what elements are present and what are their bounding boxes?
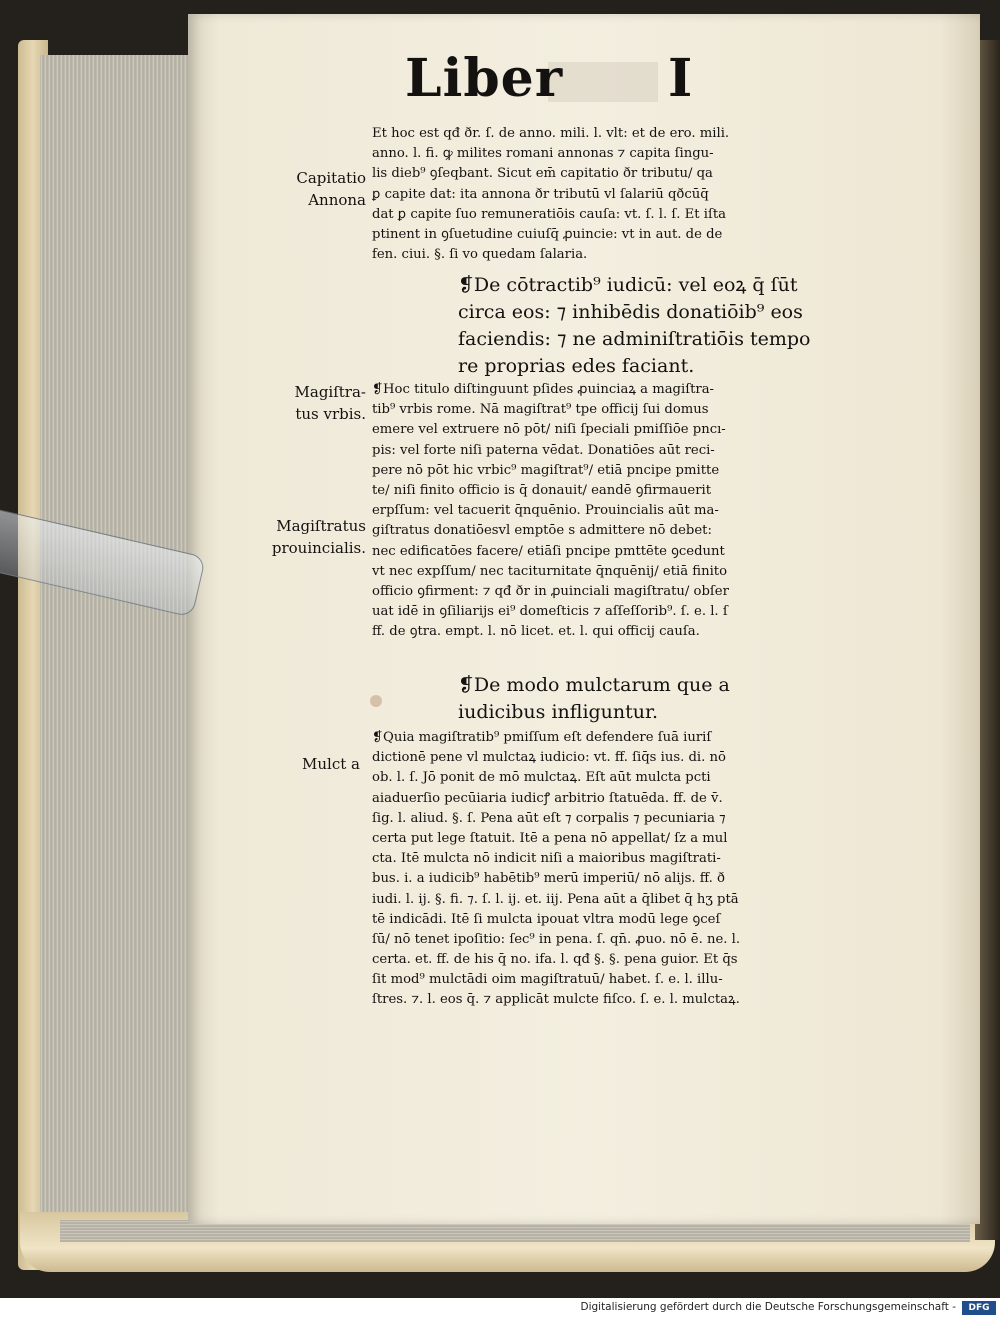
text-line: vt nec expſſum/ nec taciturnitate q̄nquēnij/ etiā finito	[372, 563, 728, 579]
text-line: dictionē pene vl mulctaꝝ iudicio: vt. ff. ſiq̄s ius. di. nō	[372, 750, 726, 766]
text-line: fen. ciui. §. ſi vo quedam ſalaria.	[372, 247, 588, 263]
text-line: certa put lege ſtatuit. Itē a pena nō appellat/ ſz a mul	[372, 830, 728, 846]
text-line: lis dieb⁹ ꝯſeqbant. Sicut em̄ capitatio ðr tributu/ qa	[372, 166, 713, 182]
text-line: uat idē in ꝯſiliarijs ei⁹ domeſticis ⁊ aſſeſſorib⁹. ſ. e. l. ſ	[372, 604, 728, 620]
text-line: iudi. l. ij. §. fi. ⁊. ſ. l. ij. et. iij. Pena aūt a q̄libet q̄ hʒ ptā	[372, 891, 739, 907]
text-line: ❡Quia magiſtratib⁹ pmiſſum eſt defendere ſuā iuriſ	[372, 730, 712, 745]
section-title-1	[458, 272, 883, 380]
dfg-logo[interactable]: DFG	[962, 1301, 996, 1315]
text-line: dat ꝑ capite ſuo remuneratiōis cauſa: vt. ſ. l. ſ. Et iſta	[372, 206, 727, 222]
section-title-2	[458, 672, 883, 726]
margin-note-magistratus-urbis-2: tus vrbis.	[295, 405, 366, 423]
show-through-ghost	[548, 62, 658, 102]
text-block-1	[372, 124, 877, 265]
funding-credit: Digitalisierung gefördert durch die Deutsche Forschungsgemeinschaft -	[580, 1301, 956, 1313]
text-line: te/ niſi finito officio is q̄ donauit/ eandē ꝯfirmauerit	[372, 482, 712, 498]
margin-note-annona: Annona	[308, 191, 366, 209]
margin-note-mulcta: Mulct a	[302, 755, 360, 773]
text-line: pis: vel forte niſi paterna vēdat. Donatiōes aūt reci-	[372, 442, 715, 458]
digitization-footer	[0, 1298, 1000, 1318]
text-line: ſtres. ⁊. l. eos q̄. ⁊ applicāt mulcte fiſco. ſ. e. l. mulctaꝝ.	[372, 992, 740, 1008]
text-line: certa. et. ff. de his q̄ no. ifa. l. qđ §. §. pena guior. Et q̄s	[372, 952, 738, 968]
text-line: ff. de ꝯtra. empt. l. nō licet. et. l. qui officij cauſa.	[372, 624, 700, 640]
text-line: officio ꝯfirment: ⁊ qđ ðr in ꝓuinciali magiſtratu/ obſer	[372, 583, 729, 599]
title-line: iudicibus infliguntur.	[458, 701, 659, 723]
text-line: Et hoc est qđ ðr. ſ. de anno. mili. l. vlt: et de ero. mili.	[372, 126, 730, 141]
text-line: ob. l. ſ. Jō ponit de mō mulctaꝝ. Eſt aūt mulcta pcti	[372, 770, 711, 786]
margin-note-magistratus-urbis-1: Magiſtra-	[294, 383, 366, 401]
text-line: ſit mod⁹ mulctādi oim magiſtratuū/ habet. ſ. e. l. illu-	[372, 972, 723, 988]
text-line: cta. Itē mulcta nō indicit niſi a maioribus magiſtrati-	[372, 851, 721, 867]
text-line: ſū/ nō tenet ipoſitio: ſec⁹ in pena. ſ. qn̄. ꝓuo. nō ē. ne. l.	[372, 931, 741, 947]
margin-note-magistratus-prov-2: prouincialis.	[271, 539, 366, 557]
title-line: circa eos: ⁊ inhibēdis donatiōib⁹ eos	[458, 301, 803, 323]
text-line: anno. l. fi. ꝙ milites romani annonas ⁊ capita ſingu-	[372, 146, 714, 162]
text-line: ptinent in ꝯſuetudine cuiuſq̄ ꝓuincie: vt in aut. de de	[372, 226, 723, 242]
margin-note-capitatio: Capitatio	[296, 169, 366, 187]
title-line: re proprias edes faciant.	[458, 355, 695, 377]
title-line: ❡De cōtractib⁹ iudicū: vel eoꝝ q̄ ſūt	[458, 274, 798, 296]
text-line: pere nō pōt hic vrbic⁹ magiſtrat⁹/ etiā pncipe pmitte	[372, 462, 720, 478]
paper-stain	[370, 695, 382, 707]
text-line: ſig. l. aliud. §. ſ. Pena aūt eſt ⁊ corpalis ⁊ pecuniaria ⁊	[372, 810, 726, 826]
book-number: I	[668, 48, 693, 109]
text-line: ❡Hoc titulo diſtinguunt pſides ꝓuinciaꝝ a magiſtra-	[372, 382, 715, 397]
text-line: tib⁹ vrbis rome. Nā magiſtrat⁹ tpe officij ſui domus	[372, 402, 709, 418]
text-line: bus. i. a iudicib⁹ habētib⁹ merū imperiū/ nō alijs. ff. ð	[372, 871, 725, 887]
page-edges-left	[40, 55, 190, 1235]
text-line: emere vel extruere nō pōt/ niſi ſpeciali pmiſſiōe pncı-	[372, 422, 726, 438]
running-head: Liber	[405, 48, 564, 109]
text-line: giſtratus donatiōesvl emptōe s admittere nō debet:	[372, 523, 712, 539]
text-line: tē indicādi. Itē ſi mulcta ipouat vltra modū lege ꝯceſ	[372, 911, 721, 927]
margin-note-magistratus-prov-1: Magiſtratus	[276, 517, 366, 535]
title-line: faciendis: ⁊ ne adminiſtratiōis tempo	[458, 328, 811, 350]
text-line: ꝑ capite dat: ita annona ðr tributū vl ſalariū qðcūq̄	[372, 186, 709, 202]
text-line: nec edificatōes facere/ etiāſi pncipe pmttēte ꝯcedunt	[372, 543, 725, 559]
text-block-3	[372, 728, 877, 1011]
text-line: erpſſum: vel tacuerit q̄nquēnio. Prouincialis aūt ma-	[372, 503, 719, 519]
title-line: ❡De modo mulctarum que a	[458, 674, 730, 696]
text-line: aiaduerſio pecūiaria iudicꝭ arbitrio ſtatuēda. ff. de v̄.	[372, 790, 723, 806]
text-block-2	[372, 380, 877, 642]
